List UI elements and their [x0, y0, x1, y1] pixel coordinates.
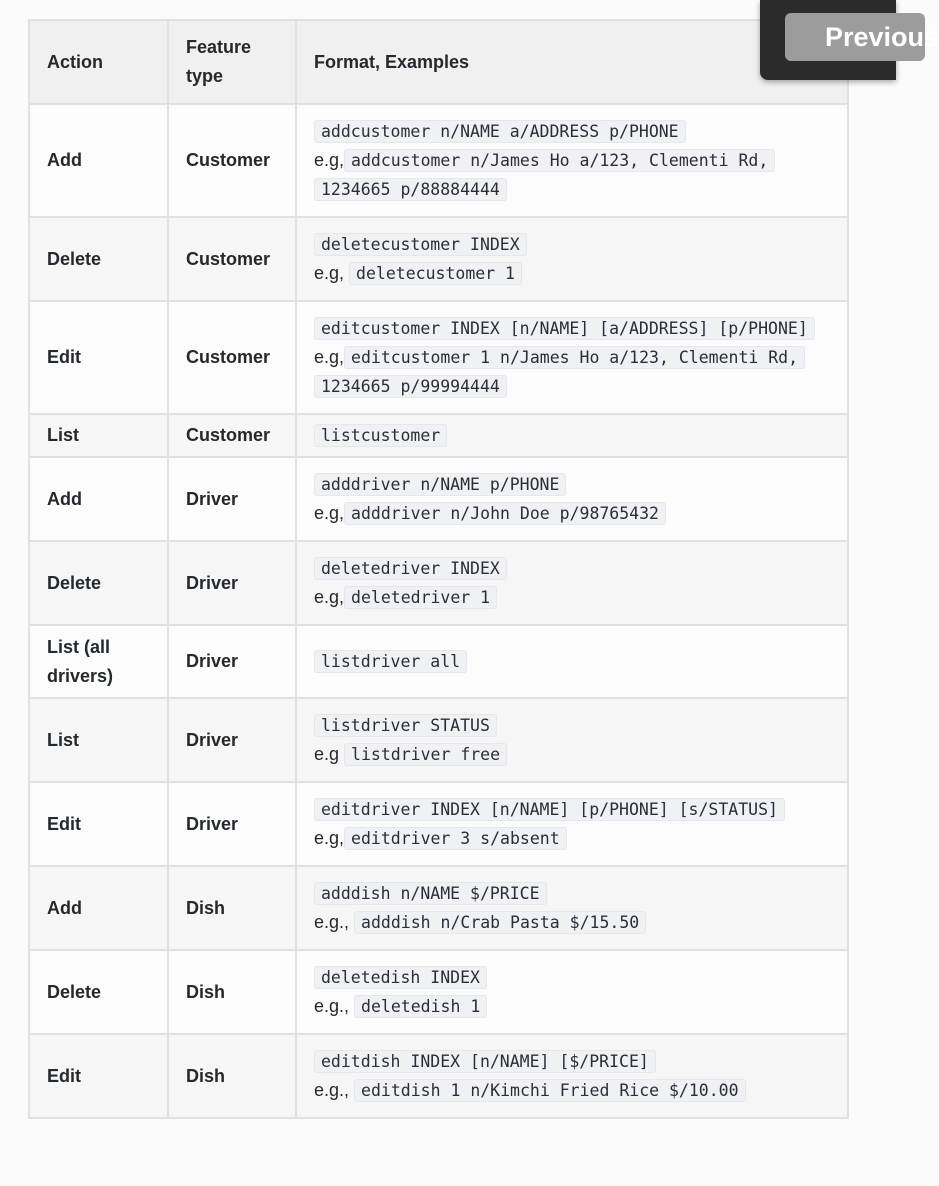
action-cell: List	[29, 414, 168, 457]
command-summary-table	[28, 19, 849, 1119]
format-code: deletedish INDEX	[314, 966, 487, 989]
example-prefix: e.g.,	[314, 1080, 350, 1100]
format-cell	[296, 414, 848, 457]
feature-type-cell: Driver	[168, 541, 296, 625]
format-code: addcustomer n/NAME a/ADDRESS p/PHONE	[314, 120, 686, 143]
format-cell	[296, 457, 848, 541]
example-code: editdish 1 n/Kimchi Fried Rice $/10.00	[354, 1079, 746, 1102]
example-code: deletecustomer 1	[349, 262, 522, 285]
example-prefix: e.g.,	[314, 996, 350, 1016]
format-cell	[296, 625, 848, 698]
example-code: adddish n/Crab Pasta $/15.50	[354, 911, 646, 934]
example-prefix: e.g,	[314, 828, 345, 848]
feature-type-cell: Driver	[168, 782, 296, 866]
format-cell	[296, 217, 848, 301]
feature-type-cell: Customer	[168, 217, 296, 301]
action-cell: List (all drivers)	[29, 625, 168, 698]
table-row	[29, 301, 848, 414]
action-cell: List	[29, 698, 168, 782]
table-row	[29, 950, 848, 1034]
action-cell: Edit	[29, 782, 168, 866]
table-row	[29, 414, 848, 457]
format-code: listdriver STATUS	[314, 714, 497, 737]
format-cell	[296, 950, 848, 1034]
example-prefix: e.g,	[314, 150, 345, 170]
header-format-examples: Format, Examples	[296, 20, 848, 104]
feature-type-cell: Driver	[168, 457, 296, 541]
action-cell: Add	[29, 104, 168, 217]
feature-type-cell: Driver	[168, 625, 296, 698]
table-row	[29, 104, 848, 217]
format-cell	[296, 541, 848, 625]
header-action: Action	[29, 20, 168, 104]
format-cell	[296, 301, 848, 414]
feature-type-cell: Dish	[168, 950, 296, 1034]
format-code: editcustomer INDEX [n/NAME] [a/ADDRESS] [p/PHONE]	[314, 317, 815, 340]
previous-button[interactable]: Previous	[785, 13, 925, 61]
example-code: addcustomer n/James Ho a/123, Clementi Rd, 1234665 p/88884444	[314, 149, 775, 201]
table-row	[29, 1034, 848, 1118]
action-cell: Edit	[29, 301, 168, 414]
example-prefix: e.g,	[314, 587, 345, 607]
table-row	[29, 625, 848, 698]
example-prefix: e.g,	[314, 347, 345, 367]
example-prefix: e.g,	[314, 503, 345, 523]
action-cell: Add	[29, 457, 168, 541]
format-cell	[296, 698, 848, 782]
example-code: listdriver free	[344, 743, 507, 766]
example-prefix: e.g.,	[314, 912, 350, 932]
table-row	[29, 782, 848, 866]
format-cell	[296, 104, 848, 217]
format-code: deletecustomer INDEX	[314, 233, 527, 256]
table-header-row	[29, 20, 848, 104]
format-code: listcustomer	[314, 424, 447, 447]
example-code: adddriver n/John Doe p/98765432	[344, 502, 666, 525]
table-row	[29, 698, 848, 782]
format-cell	[296, 866, 848, 950]
example-code: editcustomer 1 n/James Ho a/123, Clementi Rd, 1234665 p/99994444	[314, 346, 805, 398]
format-code: editdriver INDEX [n/NAME] [p/PHONE] [s/STATUS]	[314, 798, 785, 821]
action-cell: Add	[29, 866, 168, 950]
feature-type-cell: Dish	[168, 1034, 296, 1118]
format-code: editdish INDEX [n/NAME] [$/PRICE]	[314, 1050, 656, 1073]
action-cell: Delete	[29, 950, 168, 1034]
example-prefix: e.g	[314, 744, 340, 764]
example-code: deletedriver 1	[344, 586, 497, 609]
feature-type-cell: Customer	[168, 414, 296, 457]
table-row	[29, 457, 848, 541]
format-code: listdriver all	[314, 650, 467, 673]
example-prefix: e.g,	[314, 263, 345, 283]
feature-type-cell: Driver	[168, 698, 296, 782]
feature-type-cell: Customer	[168, 301, 296, 414]
navigation-overlay	[760, 0, 939, 80]
table-row	[29, 866, 848, 950]
action-cell: Delete	[29, 217, 168, 301]
format-code: adddriver n/NAME p/PHONE	[314, 473, 566, 496]
format-cell	[296, 782, 848, 866]
example-code: deletedish 1	[354, 995, 487, 1018]
format-cell	[296, 1034, 848, 1118]
table-row	[29, 217, 848, 301]
feature-type-cell: Dish	[168, 866, 296, 950]
format-code: adddish n/NAME $/PRICE	[314, 882, 547, 905]
header-feature-type: Feature type	[168, 20, 296, 104]
table-row	[29, 541, 848, 625]
action-cell: Edit	[29, 1034, 168, 1118]
feature-type-cell: Customer	[168, 104, 296, 217]
action-cell: Delete	[29, 541, 168, 625]
format-code: deletedriver INDEX	[314, 557, 507, 580]
example-code: editdriver 3 s/absent	[344, 827, 567, 850]
